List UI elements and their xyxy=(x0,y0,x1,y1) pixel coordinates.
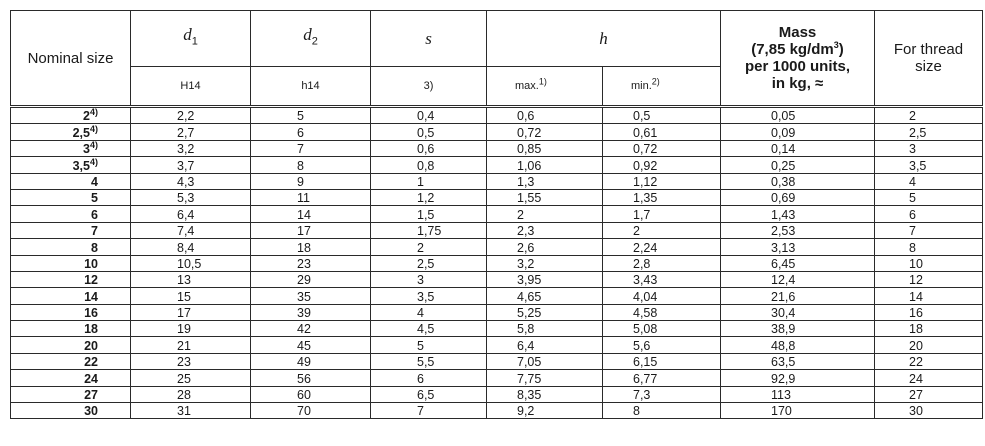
cell-d1: 4,3 xyxy=(131,173,251,189)
table-row xyxy=(11,206,983,222)
cell-thread-size: 3,5 xyxy=(875,157,983,173)
cell-s: 4 xyxy=(371,304,487,320)
cell-s: 6 xyxy=(371,370,487,386)
cell-s: 6,5 xyxy=(371,386,487,402)
cell-h-min: 1,12 xyxy=(603,173,721,189)
cell-s: 3 xyxy=(371,271,487,287)
cell-h-min: 0,5 xyxy=(603,107,721,124)
cell-h-max: 7,75 xyxy=(487,370,603,386)
cell-h-min: 4,58 xyxy=(603,304,721,320)
cell-mass: 30,4 xyxy=(721,304,875,320)
cell-nominal-size: 7 xyxy=(11,222,131,238)
washer-dimension-table-sheet xyxy=(10,10,982,419)
cell-h-max: 2 xyxy=(487,206,603,222)
cell-nominal-size: 8 xyxy=(11,239,131,255)
cell-d2: 18 xyxy=(251,239,371,255)
cell-nominal-size: 3$^{4)}$ xyxy=(11,140,131,156)
table-row xyxy=(11,124,983,140)
cell-d1: 7,4 xyxy=(131,222,251,238)
cell-mass: 0,25 xyxy=(721,157,875,173)
cell-h-max: 4,65 xyxy=(487,288,603,304)
header-s: s xyxy=(371,11,487,67)
cell-h-min: 2,8 xyxy=(603,255,721,271)
cell-mass: 6,45 xyxy=(721,255,875,271)
cell-s: 5,5 xyxy=(371,353,487,369)
cell-h-max: 2,6 xyxy=(487,239,603,255)
cell-nominal-size: 10 xyxy=(11,255,131,271)
cell-s: 0,8 xyxy=(371,157,487,173)
cell-thread-size: 18 xyxy=(875,321,983,337)
cell-h-min: 0,72 xyxy=(603,140,721,156)
cell-d2: 49 xyxy=(251,353,371,369)
cell-nominal-size: 3,5$^{4)}$ xyxy=(11,157,131,173)
cell-mass: 12,4 xyxy=(721,271,875,287)
header-h: h xyxy=(487,11,721,67)
cell-nominal-size: 12 xyxy=(11,271,131,287)
cell-thread-size: 22 xyxy=(875,353,983,369)
cell-thread-size: 6 xyxy=(875,206,983,222)
cell-thread-size: 27 xyxy=(875,386,983,402)
cell-s: 1,75 xyxy=(371,222,487,238)
cell-nominal-size: 18 xyxy=(11,321,131,337)
table-row xyxy=(11,337,983,353)
cell-h-max: 8,35 xyxy=(487,386,603,402)
cell-s: 1,2 xyxy=(371,189,487,205)
cell-thread-size: 30 xyxy=(875,403,983,419)
cell-h-max: 2,3 xyxy=(487,222,603,238)
table-row xyxy=(11,353,983,369)
cell-mass: 21,6 xyxy=(721,288,875,304)
cell-mass: 113 xyxy=(721,386,875,402)
cell-thread-size: 2 xyxy=(875,107,983,124)
header-d1: $d_1$ xyxy=(131,11,251,67)
cell-nominal-size: 2,5$^{4)}$ xyxy=(11,124,131,140)
cell-h-min: 4,04 xyxy=(603,288,721,304)
table-row xyxy=(11,173,983,189)
cell-d1: 2,7 xyxy=(131,124,251,140)
cell-h-max: 0,72 xyxy=(487,124,603,140)
table-row xyxy=(11,107,983,124)
cell-mass: 0,05 xyxy=(721,107,875,124)
header-mass: Mass (7,85 $kg/dm^3$) per 1000 units, in kg, ≈ xyxy=(721,11,875,107)
cell-d2: 45 xyxy=(251,337,371,353)
cell-thread-size: 7 xyxy=(875,222,983,238)
cell-d2: 8 xyxy=(251,157,371,173)
cell-mass: 1,43 xyxy=(721,206,875,222)
cell-h-max: 0,6 xyxy=(487,107,603,124)
cell-h-min: 0,61 xyxy=(603,124,721,140)
cell-nominal-size: 20 xyxy=(11,337,131,353)
cell-d2: 35 xyxy=(251,288,371,304)
cell-h-min: 1,35 xyxy=(603,189,721,205)
cell-s: 0,6 xyxy=(371,140,487,156)
cell-mass: 38,9 xyxy=(721,321,875,337)
header-d1-tolerance: H14 xyxy=(131,67,251,107)
cell-nominal-size: 27 xyxy=(11,386,131,402)
cell-mass: 0,14 xyxy=(721,140,875,156)
cell-d1: 31 xyxy=(131,403,251,419)
cell-nominal-size: 2$^{4)}$ xyxy=(11,107,131,124)
cell-d2: 60 xyxy=(251,386,371,402)
cell-h-min: 6,15 xyxy=(603,353,721,369)
cell-h-min: 0,92 xyxy=(603,157,721,173)
footnote-marker: 4) xyxy=(89,123,98,134)
table-row xyxy=(11,304,983,320)
cell-h-min: 2,24 xyxy=(603,239,721,255)
header-h-max: max.$^{1)}$ xyxy=(487,67,603,107)
cell-d2: 9 xyxy=(251,173,371,189)
cell-h-max: 1,55 xyxy=(487,189,603,205)
cell-h-max: 0,85 xyxy=(487,140,603,156)
header-thread-size: For thread size xyxy=(875,11,983,107)
table-body xyxy=(11,107,983,419)
cell-d1: 17 xyxy=(131,304,251,320)
cell-d1: 3,2 xyxy=(131,140,251,156)
cell-s: 0,4 xyxy=(371,107,487,124)
table-row xyxy=(11,403,983,419)
cell-d1: 25 xyxy=(131,370,251,386)
cell-s: 5 xyxy=(371,337,487,353)
table-row xyxy=(11,255,983,271)
cell-h-min: 5,6 xyxy=(603,337,721,353)
cell-thread-size: 12 xyxy=(875,271,983,287)
cell-d2: 11 xyxy=(251,189,371,205)
cell-d2: 5 xyxy=(251,107,371,124)
table-row xyxy=(11,288,983,304)
cell-mass: 92,9 xyxy=(721,370,875,386)
cell-d2: 17 xyxy=(251,222,371,238)
cell-d2: 39 xyxy=(251,304,371,320)
cell-h-max: 6,4 xyxy=(487,337,603,353)
cell-s: 0,5 xyxy=(371,124,487,140)
footnote-marker: 4) xyxy=(89,156,98,167)
cell-h-min: 1,7 xyxy=(603,206,721,222)
cell-d2: 56 xyxy=(251,370,371,386)
cell-mass: 2,53 xyxy=(721,222,875,238)
cell-d2: 29 xyxy=(251,271,371,287)
cell-h-max: 5,8 xyxy=(487,321,603,337)
cell-s: 7 xyxy=(371,403,487,419)
cell-nominal-size: 14 xyxy=(11,288,131,304)
cell-thread-size: 24 xyxy=(875,370,983,386)
cell-mass: 0,38 xyxy=(721,173,875,189)
dimension-table xyxy=(10,10,983,419)
cell-nominal-size: 6 xyxy=(11,206,131,222)
cell-mass: 0,09 xyxy=(721,124,875,140)
cell-d1: 13 xyxy=(131,271,251,287)
table-row xyxy=(11,140,983,156)
cell-h-min: 2 xyxy=(603,222,721,238)
cell-s: 1 xyxy=(371,173,487,189)
cell-h-max: 9,2 xyxy=(487,403,603,419)
cell-h-max: 7,05 xyxy=(487,353,603,369)
cell-s: 4,5 xyxy=(371,321,487,337)
cell-thread-size: 16 xyxy=(875,304,983,320)
cell-thread-size: 14 xyxy=(875,288,983,304)
cell-nominal-size: 5 xyxy=(11,189,131,205)
header-nominal-size: Nominal size xyxy=(11,11,131,107)
cell-nominal-size: 16 xyxy=(11,304,131,320)
cell-nominal-size: 22 xyxy=(11,353,131,369)
cell-d1: 15 xyxy=(131,288,251,304)
cell-h-min: 7,3 xyxy=(603,386,721,402)
cell-thread-size: 20 xyxy=(875,337,983,353)
table-header xyxy=(11,11,983,107)
cell-h-min: 6,77 xyxy=(603,370,721,386)
header-s-footnote: 3) xyxy=(371,67,487,107)
cell-thread-size: 8 xyxy=(875,239,983,255)
table-row xyxy=(11,222,983,238)
cell-thread-size: 3 xyxy=(875,140,983,156)
cell-s: 1,5 xyxy=(371,206,487,222)
header-d2: $d_2$ xyxy=(251,11,371,67)
table-row xyxy=(11,321,983,337)
cell-d2: 7 xyxy=(251,140,371,156)
cell-nominal-size: 24 xyxy=(11,370,131,386)
cell-d1: 28 xyxy=(131,386,251,402)
cell-mass: 48,8 xyxy=(721,337,875,353)
cell-h-max: 3,95 xyxy=(487,271,603,287)
cell-d2: 14 xyxy=(251,206,371,222)
cell-d1: 10,5 xyxy=(131,255,251,271)
cell-d2: 42 xyxy=(251,321,371,337)
cell-s: 2,5 xyxy=(371,255,487,271)
cell-d1: 23 xyxy=(131,353,251,369)
cell-h-max: 1,06 xyxy=(487,157,603,173)
cell-d2: 70 xyxy=(251,403,371,419)
footnote-marker: 4) xyxy=(89,107,98,118)
cell-thread-size: 4 xyxy=(875,173,983,189)
cell-h-min: 8 xyxy=(603,403,721,419)
cell-d1: 8,4 xyxy=(131,239,251,255)
cell-h-max: 5,25 xyxy=(487,304,603,320)
cell-h-max: 3,2 xyxy=(487,255,603,271)
header-h-min: min.$^{2)}$ xyxy=(603,67,721,107)
cell-s: 2 xyxy=(371,239,487,255)
cell-d1: 2,2 xyxy=(131,107,251,124)
cell-h-min: 3,43 xyxy=(603,271,721,287)
header-d2-tolerance: h14 xyxy=(251,67,371,107)
cell-d1: 6,4 xyxy=(131,206,251,222)
cell-mass: 3,13 xyxy=(721,239,875,255)
cell-nominal-size: 30 xyxy=(11,403,131,419)
cell-mass: 170 xyxy=(721,403,875,419)
table-row xyxy=(11,271,983,287)
cell-d2: 6 xyxy=(251,124,371,140)
table-row xyxy=(11,157,983,173)
cell-mass: 0,69 xyxy=(721,189,875,205)
cell-thread-size: 10 xyxy=(875,255,983,271)
table-row xyxy=(11,386,983,402)
cell-h-min: 5,08 xyxy=(603,321,721,337)
cell-mass: 63,5 xyxy=(721,353,875,369)
table-row xyxy=(11,239,983,255)
cell-thread-size: 5 xyxy=(875,189,983,205)
cell-nominal-size: 4 xyxy=(11,173,131,189)
table-row xyxy=(11,370,983,386)
footnote-marker: 4) xyxy=(89,140,98,151)
cell-s: 3,5 xyxy=(371,288,487,304)
cell-d1: 19 xyxy=(131,321,251,337)
cell-d1: 3,7 xyxy=(131,157,251,173)
cell-d1: 21 xyxy=(131,337,251,353)
cell-d1: 5,3 xyxy=(131,189,251,205)
cell-thread-size: 2,5 xyxy=(875,124,983,140)
cell-d2: 23 xyxy=(251,255,371,271)
cell-h-max: 1,3 xyxy=(487,173,603,189)
table-row xyxy=(11,189,983,205)
